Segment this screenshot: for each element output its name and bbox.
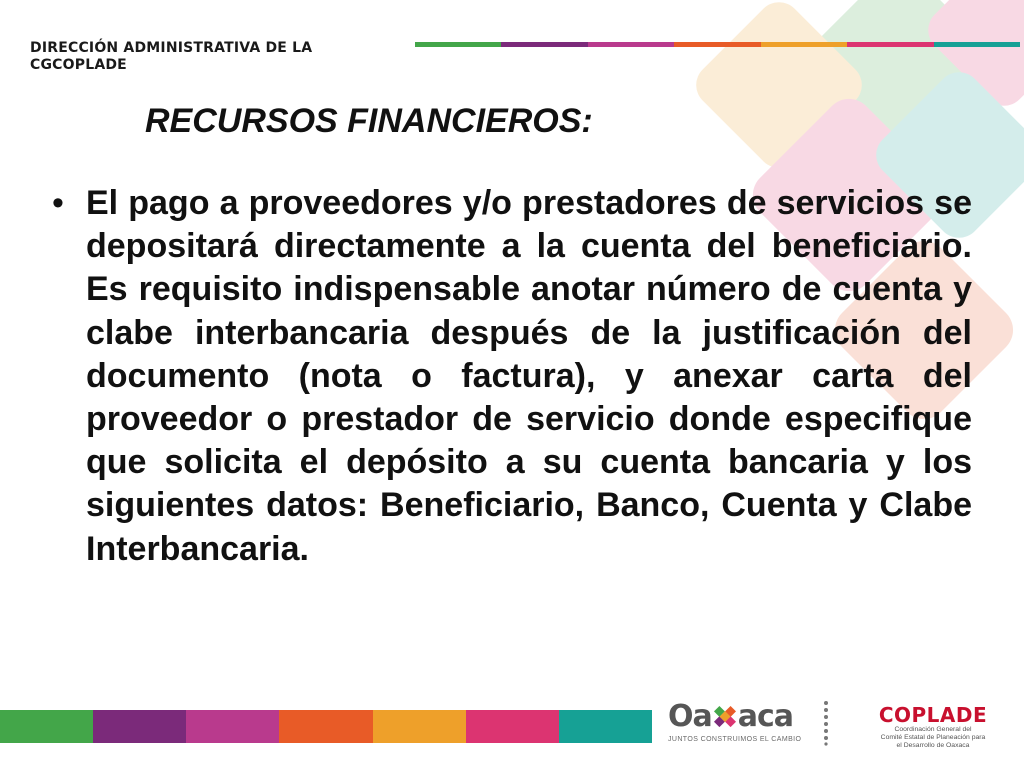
bullet-text: El pago a proveedores y/o prestadores de servicios se depositará directamente a la cuenta del beneficiario. Es requisito indispensable anotar número de cuenta y clabe interbancaria después de la justificación del documento (nota o factura), y anexar carta del proveedor o prestador de servicio donde especifique que solicita el depósito a su cuenta bancaria y los siguientes datos: Beneficiario, Banco, Cuenta y Clabe Interbancaria. — [86, 184, 972, 568]
bottom-color-stripe — [0, 710, 652, 743]
oaxaca-logo — [668, 699, 802, 750]
oaxaca-wordmark — [668, 700, 793, 734]
top-color-stripe — [415, 42, 1020, 47]
dotted-divider — [822, 700, 830, 746]
slide-content — [52, 182, 972, 571]
bullet-icon: • — [52, 184, 64, 222]
coplade-subtitle-line-1: Coordinación General del — [894, 726, 972, 733]
bullet-item — [52, 182, 972, 571]
oaxaca-word-start: Oa — [668, 699, 712, 734]
coplade-subtitle-line-2: Comité Estatal de Planeación para — [880, 734, 986, 741]
oaxaca-word-end: aca — [737, 699, 793, 734]
coplade-subtitle-line-3: el Desarrollo de Oaxaca — [896, 742, 970, 749]
organization-header: DIRECCIÓN ADMINISTRATIVA DE LA CGCOPLADE — [30, 40, 313, 73]
oaxaca-x-mark-icon — [713, 705, 737, 729]
oaxaca-tagline: JUNTOS CONSTRUIMOS EL CAMBIO — [668, 736, 802, 743]
coplade-wordmark: COPLADE — [878, 703, 988, 727]
coplade-logo — [868, 704, 998, 752]
slide-title: RECURSOS FINANCIEROS: — [145, 102, 593, 140]
